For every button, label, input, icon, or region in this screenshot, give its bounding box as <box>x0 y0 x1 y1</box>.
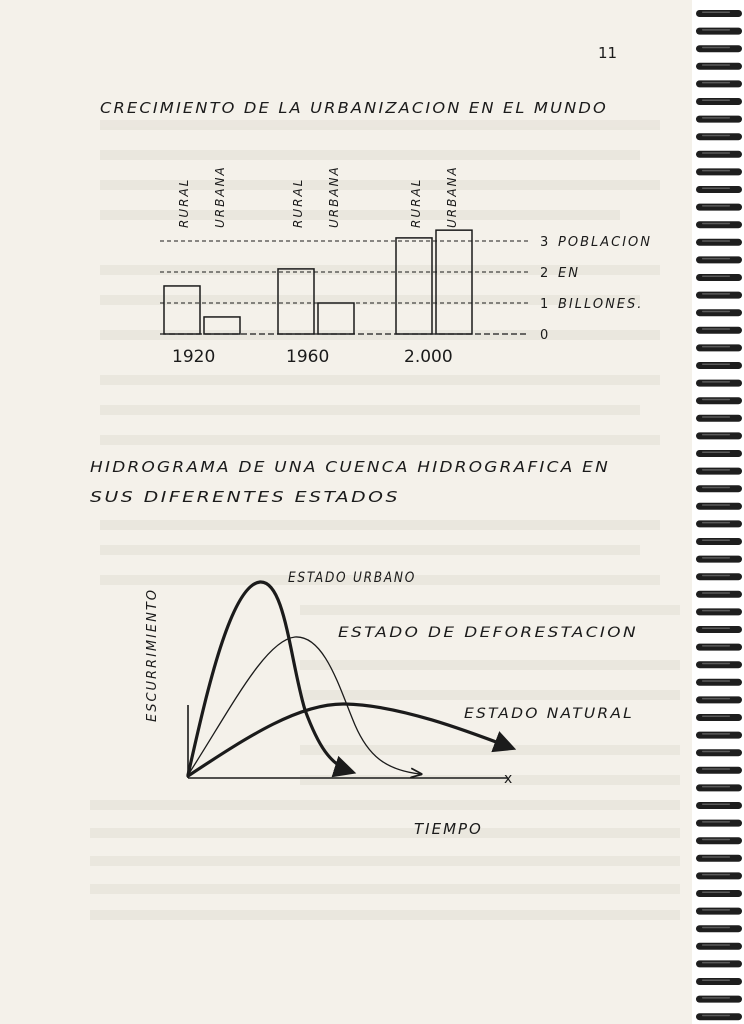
binding-coil <box>696 468 742 475</box>
binding-coil <box>696 380 742 387</box>
bar-rural-2.000 <box>396 238 432 334</box>
binding-coil-highlight <box>702 751 730 753</box>
label-rural-1920: RURAL <box>177 177 191 228</box>
binding-coil-highlight <box>702 927 730 929</box>
binding-coil <box>696 556 742 563</box>
binding-coil <box>696 28 742 35</box>
binding-coil <box>696 116 742 123</box>
binding-coil-highlight <box>702 135 730 137</box>
year-label-2.000: 2.000 <box>404 347 453 367</box>
binding-coil-highlight <box>702 1015 730 1017</box>
binding-coil <box>696 644 742 651</box>
label-estado-deforestacion: ESTADO DE DEFORESTACION <box>338 625 638 641</box>
binding-coil-highlight <box>702 557 730 559</box>
binding-coil-highlight <box>702 698 730 700</box>
scale-tick-3: 3 <box>540 235 549 250</box>
binding-coil <box>696 503 742 510</box>
bar-rural-1920 <box>164 286 200 334</box>
binding-coil-highlight <box>702 645 730 647</box>
urbanization-chart-title: CRECIMIENTO DE LA URBANIZACION EN EL MUNDO <box>100 99 608 117</box>
binding-coil-highlight <box>702 944 730 946</box>
binding-coil <box>696 749 742 756</box>
binding-coil-highlight <box>702 663 730 665</box>
scale-tick-1: 1 <box>540 297 549 312</box>
binding-coil-highlight <box>702 47 730 49</box>
binding-coil <box>696 221 742 228</box>
binding-coil <box>696 432 742 439</box>
binding-coil-highlight <box>702 522 730 524</box>
binding-coil <box>696 890 742 897</box>
binding-coil-highlight <box>702 716 730 718</box>
binding-coil-highlight <box>702 152 730 154</box>
binding-coil-highlight <box>702 311 730 313</box>
binding-coil-highlight <box>702 487 730 489</box>
scale-label-2: EN <box>558 266 580 281</box>
scale-label-3: BILLONES. <box>558 297 644 312</box>
binding-coil-highlight <box>702 117 730 119</box>
binding-coil-highlight <box>702 258 730 260</box>
year-label-1920: 1920 <box>172 347 216 367</box>
binding-coil <box>696 292 742 299</box>
binding-coil <box>696 204 742 211</box>
binding-coil <box>696 732 742 739</box>
binding-coil-highlight <box>702 592 730 594</box>
binding-coil <box>696 626 742 633</box>
binding-coil <box>696 696 742 703</box>
binding-coil-highlight <box>702 839 730 841</box>
hydrogram-x-label: TIEMPO <box>414 820 483 838</box>
binding-coil-highlight <box>702 381 730 383</box>
label-estado-urbano: ESTADO URBANO <box>288 570 416 586</box>
binding-coil-highlight <box>702 540 730 542</box>
binding-coil-highlight <box>702 874 730 876</box>
binding-coil-highlight <box>702 399 730 401</box>
binding-coil <box>696 63 742 70</box>
binding-coil <box>696 573 742 580</box>
binding-coil-highlight <box>702 328 730 330</box>
binding-coil <box>696 538 742 545</box>
label-urban-2.000: URBANA <box>445 165 459 228</box>
bar-urban-2.000 <box>436 230 472 334</box>
binding-coil <box>696 608 742 615</box>
binding-coil <box>696 820 742 827</box>
binding-coil <box>696 309 742 316</box>
binding-coil <box>696 767 742 774</box>
binding-coil <box>696 714 742 721</box>
binding-coil <box>696 327 742 334</box>
binding-coil <box>696 661 742 668</box>
binding-coil <box>696 591 742 598</box>
hydrogram-title-line2: SUS DIFERENTES ESTADOS <box>90 488 400 506</box>
binding-coil-highlight <box>702 240 730 242</box>
binding-coil-highlight <box>702 170 730 172</box>
binding-coil <box>696 239 742 246</box>
binding-coil <box>696 1013 742 1020</box>
binding-coil <box>696 45 742 52</box>
binding-coil-highlight <box>702 575 730 577</box>
year-label-1960: 1960 <box>286 347 330 367</box>
binding-coil-highlight <box>702 610 730 612</box>
binding-coil <box>696 274 742 281</box>
binding-coil <box>696 855 742 862</box>
binding-coil <box>696 872 742 879</box>
binding-coil <box>696 256 742 263</box>
binding-coil <box>696 362 742 369</box>
binding-coil-highlight <box>702 628 730 630</box>
binding-coil-highlight <box>702 416 730 418</box>
binding-coil-highlight <box>702 64 730 66</box>
binding-coil <box>696 168 742 175</box>
binding-coil <box>696 415 742 422</box>
label-rural-2.000: RURAL <box>409 177 423 228</box>
binding-coil-highlight <box>702 504 730 506</box>
binding-coil <box>696 996 742 1003</box>
binding-coil <box>696 80 742 87</box>
binding-coil-highlight <box>702 980 730 982</box>
binding-coil-highlight <box>702 733 730 735</box>
binding-coil <box>696 802 742 809</box>
binding-coil-highlight <box>702 909 730 911</box>
binding-coil-highlight <box>702 804 730 806</box>
binding-coil <box>696 978 742 985</box>
scale-tick-0: 0 <box>540 328 549 343</box>
binding-coil-highlight <box>702 205 730 207</box>
binding-coil <box>696 151 742 158</box>
binding-coil-highlight <box>702 188 730 190</box>
binding-coil <box>696 133 742 140</box>
binding-coil-highlight <box>702 82 730 84</box>
binding-coil-highlight <box>702 29 730 31</box>
scale-label-1: POBLACION <box>558 235 652 250</box>
binding-coil <box>696 10 742 17</box>
binding-coil <box>696 784 742 791</box>
scale-tick-2: 2 <box>540 266 549 281</box>
binding-coil-highlight <box>702 892 730 894</box>
binding-coil <box>696 679 742 686</box>
binding-coil-highlight <box>702 100 730 102</box>
binding-coil-highlight <box>702 12 730 14</box>
binding-coil-highlight <box>702 786 730 788</box>
binding-coil <box>696 943 742 950</box>
binding-coil <box>696 450 742 457</box>
binding-coil-highlight <box>702 364 730 366</box>
binding-coil-highlight <box>702 997 730 999</box>
binding-coil <box>696 186 742 193</box>
binding-coil-highlight <box>702 346 730 348</box>
spiral-binding <box>692 0 744 1024</box>
spiral-coils <box>692 0 744 1024</box>
bar-urban-1960 <box>318 303 354 334</box>
hydrogram-x-mark: x <box>504 771 513 787</box>
binding-coil <box>696 344 742 351</box>
hydrogram-y-label: ESCURRIMIENTO <box>145 587 160 722</box>
binding-coil-highlight <box>702 223 730 225</box>
label-rural-1960: RURAL <box>291 177 305 228</box>
hydrogram-title-line1: HIDROGRAMA DE UNA CUENCA HIDROGRAFICA EN <box>90 458 610 476</box>
label-urban-1920: URBANA <box>213 165 227 228</box>
binding-coil <box>696 960 742 967</box>
binding-coil <box>696 397 742 404</box>
binding-coil-highlight <box>702 962 730 964</box>
binding-coil-highlight <box>702 452 730 454</box>
binding-coil <box>696 98 742 105</box>
binding-coil <box>696 837 742 844</box>
binding-coil <box>696 925 742 932</box>
binding-coil-highlight <box>702 768 730 770</box>
binding-coil-highlight <box>702 821 730 823</box>
binding-coil <box>696 520 742 527</box>
binding-coil-highlight <box>702 293 730 295</box>
binding-coil-highlight <box>702 680 730 682</box>
binding-coil <box>696 485 742 492</box>
binding-coil-highlight <box>702 469 730 471</box>
binding-coil <box>696 908 742 915</box>
label-urban-1960: URBANA <box>327 165 341 228</box>
binding-coil-highlight <box>702 276 730 278</box>
binding-coil-highlight <box>702 434 730 436</box>
label-estado-natural: ESTADO NATURAL <box>464 706 634 722</box>
binding-coil-highlight <box>702 856 730 858</box>
page-number: 11 <box>598 44 618 62</box>
